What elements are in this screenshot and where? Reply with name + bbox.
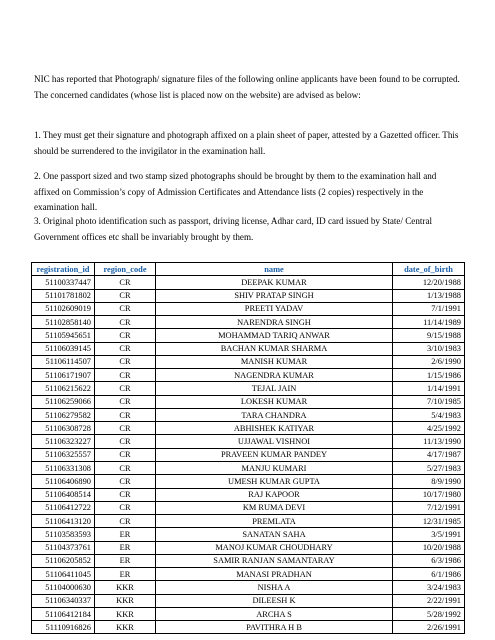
cell-date-of-birth: 7/10/1985 xyxy=(393,395,465,408)
cell-name: SAMIR RANJAN SAMANTARAY xyxy=(156,554,393,567)
cell-registration-id: 51106259066 xyxy=(32,395,95,408)
cell-region-code: CR xyxy=(95,448,156,461)
table-row xyxy=(32,395,465,408)
header-registration-id: registration_id xyxy=(32,263,95,276)
cell-registration-id: 51104373761 xyxy=(32,541,95,554)
cell-name: NAGENDRA KUMAR xyxy=(156,369,393,382)
cell-registration-id: 51106279582 xyxy=(32,408,95,421)
table-row xyxy=(32,475,465,488)
cell-name: ARCHA S xyxy=(156,607,393,620)
cell-region-code: KKR xyxy=(95,581,156,594)
table-row xyxy=(32,541,465,554)
cell-date-of-birth: 5/27/1983 xyxy=(393,461,465,474)
cell-name: PREMLATA xyxy=(156,515,393,528)
table-row xyxy=(32,448,465,461)
cell-date-of-birth: 5/28/1992 xyxy=(393,607,465,620)
cell-date-of-birth: 3/5/1991 xyxy=(393,528,465,541)
table-row xyxy=(32,488,465,501)
cell-name: NARENDRA SINGH xyxy=(156,316,393,329)
cell-date-of-birth: 6/3/1986 xyxy=(393,554,465,567)
cell-date-of-birth: 2/6/1990 xyxy=(393,355,465,368)
cell-registration-id: 51106413120 xyxy=(32,515,95,528)
cell-region-code: CR xyxy=(95,342,156,355)
cell-region-code: CR xyxy=(95,302,156,315)
cell-region-code: CR xyxy=(95,395,156,408)
cell-date-of-birth: 12/31/1985 xyxy=(393,515,465,528)
cell-registration-id: 51106412722 xyxy=(32,501,95,514)
cell-name: SANATAN SAHA xyxy=(156,528,393,541)
cell-region-code: ER xyxy=(95,528,156,541)
cell-registration-id: 51106412184 xyxy=(32,607,95,620)
applicants-table xyxy=(31,262,465,634)
cell-registration-id: 51106323227 xyxy=(32,435,95,448)
table-body xyxy=(32,276,465,634)
cell-region-code: CR xyxy=(95,408,156,421)
cell-registration-id: 51106408514 xyxy=(32,488,95,501)
cell-date-of-birth: 1/15/1986 xyxy=(393,369,465,382)
cell-date-of-birth: 4/17/1987 xyxy=(393,448,465,461)
notice-intro-paragraph: NIC has reported that Photograph/ signature files of the following online applicants have been found to be corrupted. The concerned candidates (whose list is placed now on the website) are advised as below: xyxy=(34,74,460,100)
cell-registration-id: 51104000630 xyxy=(32,581,95,594)
cell-name: BACHAN KUMAR SHARMA xyxy=(156,342,393,355)
table-row xyxy=(32,554,465,567)
cell-region-code: ER xyxy=(95,568,156,581)
cell-registration-id: 51106340337 xyxy=(32,594,95,607)
cell-region-code: CR xyxy=(95,475,156,488)
table-row xyxy=(32,515,465,528)
cell-registration-id: 51102609019 xyxy=(32,302,95,315)
cell-name: KM RUMA DEVI xyxy=(156,501,393,514)
cell-date-of-birth: 10/17/1980 xyxy=(393,488,465,501)
cell-registration-id: 51100337447 xyxy=(32,276,95,289)
cell-registration-id: 51103583593 xyxy=(32,528,95,541)
cell-name: MANISH KUMAR xyxy=(156,355,393,368)
cell-region-code: CR xyxy=(95,382,156,395)
cell-region-code: ER xyxy=(95,554,156,567)
cell-name: MANOJ KUMAR CHOUDHARY xyxy=(156,541,393,554)
table-row xyxy=(32,355,465,368)
cell-date-of-birth: 11/14/1989 xyxy=(393,316,465,329)
table-row xyxy=(32,382,465,395)
cell-date-of-birth: 3/10/1983 xyxy=(393,342,465,355)
cell-date-of-birth: 11/13/1990 xyxy=(393,435,465,448)
cell-name: DILEESH K xyxy=(156,594,393,607)
table-row xyxy=(32,342,465,355)
cell-registration-id: 51106325557 xyxy=(32,448,95,461)
cell-region-code: KKR xyxy=(95,621,156,634)
table-row xyxy=(32,594,465,607)
cell-registration-id: 51106331308 xyxy=(32,461,95,474)
header-name: name xyxy=(156,263,393,276)
cell-region-code: CR xyxy=(95,501,156,514)
cell-region-code: CR xyxy=(95,355,156,368)
cell-name: PREETI YADAV xyxy=(156,302,393,315)
cell-region-code: CR xyxy=(95,369,156,382)
table-row xyxy=(32,302,465,315)
table-row xyxy=(32,528,465,541)
cell-date-of-birth: 4/25/1992 xyxy=(393,422,465,435)
cell-region-code: CR xyxy=(95,422,156,435)
table-row xyxy=(32,316,465,329)
table-row xyxy=(32,461,465,474)
header-region-code: region_code xyxy=(95,263,156,276)
cell-name: LOKESH KUMAR xyxy=(156,395,393,408)
cell-registration-id: 51106114507 xyxy=(32,355,95,368)
cell-registration-id: 51110916826 xyxy=(32,621,95,634)
cell-registration-id: 51106171907 xyxy=(32,369,95,382)
cell-name: MANASI PRADHAN xyxy=(156,568,393,581)
cell-date-of-birth: 2/22/1991 xyxy=(393,594,465,607)
cell-date-of-birth: 1/14/1991 xyxy=(393,382,465,395)
cell-date-of-birth: 2/26/1991 xyxy=(393,621,465,634)
cell-registration-id: 51106411045 xyxy=(32,568,95,581)
cell-region-code: CR xyxy=(95,289,156,302)
table-row xyxy=(32,289,465,302)
cell-region-code: CR xyxy=(95,515,156,528)
table-header xyxy=(32,263,465,276)
table-row xyxy=(32,581,465,594)
table-row xyxy=(32,435,465,448)
cell-region-code: CR xyxy=(95,329,156,342)
table-row xyxy=(32,621,465,634)
cell-date-of-birth: 12/20/1988 xyxy=(393,276,465,289)
cell-date-of-birth: 7/12/1991 xyxy=(393,501,465,514)
cell-date-of-birth: 9/15/1988 xyxy=(393,329,465,342)
cell-registration-id: 51102858140 xyxy=(32,316,95,329)
cell-name: UJJAWAL VISHNOI xyxy=(156,435,393,448)
cell-region-code: CR xyxy=(95,316,156,329)
cell-name: PAVITHRA H B xyxy=(156,621,393,634)
cell-name: DEEPAK KUMAR xyxy=(156,276,393,289)
cell-registration-id: 51106308728 xyxy=(32,422,95,435)
instruction-3-paragraph: 3. Original photo identification such as passport, driving license, Adhar card, ID card issued by State/ Central Government offices etc shall be invariably brought by them. xyxy=(34,216,433,242)
table-row xyxy=(32,369,465,382)
cell-registration-id: 51106215622 xyxy=(32,382,95,395)
cell-name: TEJAL JAIN xyxy=(156,382,393,395)
cell-region-code: KKR xyxy=(95,607,156,620)
cell-name: NISHA A xyxy=(156,581,393,594)
cell-registration-id: 51106039145 xyxy=(32,342,95,355)
cell-date-of-birth: 6/1/1986 xyxy=(393,568,465,581)
cell-name: RAJ KAPOOR xyxy=(156,488,393,501)
cell-date-of-birth: 7/1/1991 xyxy=(393,302,465,315)
cell-registration-id: 51105945651 xyxy=(32,329,95,342)
table-row xyxy=(32,568,465,581)
cell-date-of-birth: 8/9/1990 xyxy=(393,475,465,488)
table-header-row xyxy=(32,263,465,276)
cell-name: SHIV PRATAP SINGH xyxy=(156,289,393,302)
cell-registration-id: 51106205852 xyxy=(32,554,95,567)
table-row xyxy=(32,408,465,421)
cell-name: TARA CHANDRA xyxy=(156,408,393,421)
cell-name: PRAVEEN KUMAR PANDEY xyxy=(156,448,393,461)
instruction-1-paragraph: 1. They must get their signature and photograph affixed on a plain sheet of paper, attested by a Gazetted officer. This should be surrendered to the invigilator in the examination hall. xyxy=(34,130,459,156)
table-row xyxy=(32,607,465,620)
cell-region-code: KKR xyxy=(95,594,156,607)
cell-date-of-birth: 3/24/1983 xyxy=(393,581,465,594)
table-row xyxy=(32,329,465,342)
cell-name: UMESH KUMAR GUPTA xyxy=(156,475,393,488)
instruction-2-paragraph: 2. One passport sized and two stamp sized photographs should be brought by them to the examination hall and affixed on Commission’s copy of Admission Certificates and Attendance lists (2 copies) respectively in the examination hall. xyxy=(34,171,437,212)
cell-registration-id: 51106406890 xyxy=(32,475,95,488)
table-row xyxy=(32,276,465,289)
cell-date-of-birth: 1/13/1988 xyxy=(393,289,465,302)
header-date-of-birth: date_of_birth xyxy=(393,263,465,276)
cell-region-code: CR xyxy=(95,276,156,289)
cell-name: ABHISHEK KATIYAR xyxy=(156,422,393,435)
table-row xyxy=(32,422,465,435)
cell-registration-id: 51101781802 xyxy=(32,289,95,302)
cell-region-code: CR xyxy=(95,461,156,474)
table-row xyxy=(32,501,465,514)
cell-region-code: CR xyxy=(95,488,156,501)
cell-region-code: ER xyxy=(95,541,156,554)
cell-region-code: CR xyxy=(95,435,156,448)
cell-name: MOHAMMAD TARIQ ANWAR xyxy=(156,329,393,342)
cell-name: MANJU KUMARI xyxy=(156,461,393,474)
cell-date-of-birth: 10/20/1988 xyxy=(393,541,465,554)
cell-date-of-birth: 5/4/1983 xyxy=(393,408,465,421)
